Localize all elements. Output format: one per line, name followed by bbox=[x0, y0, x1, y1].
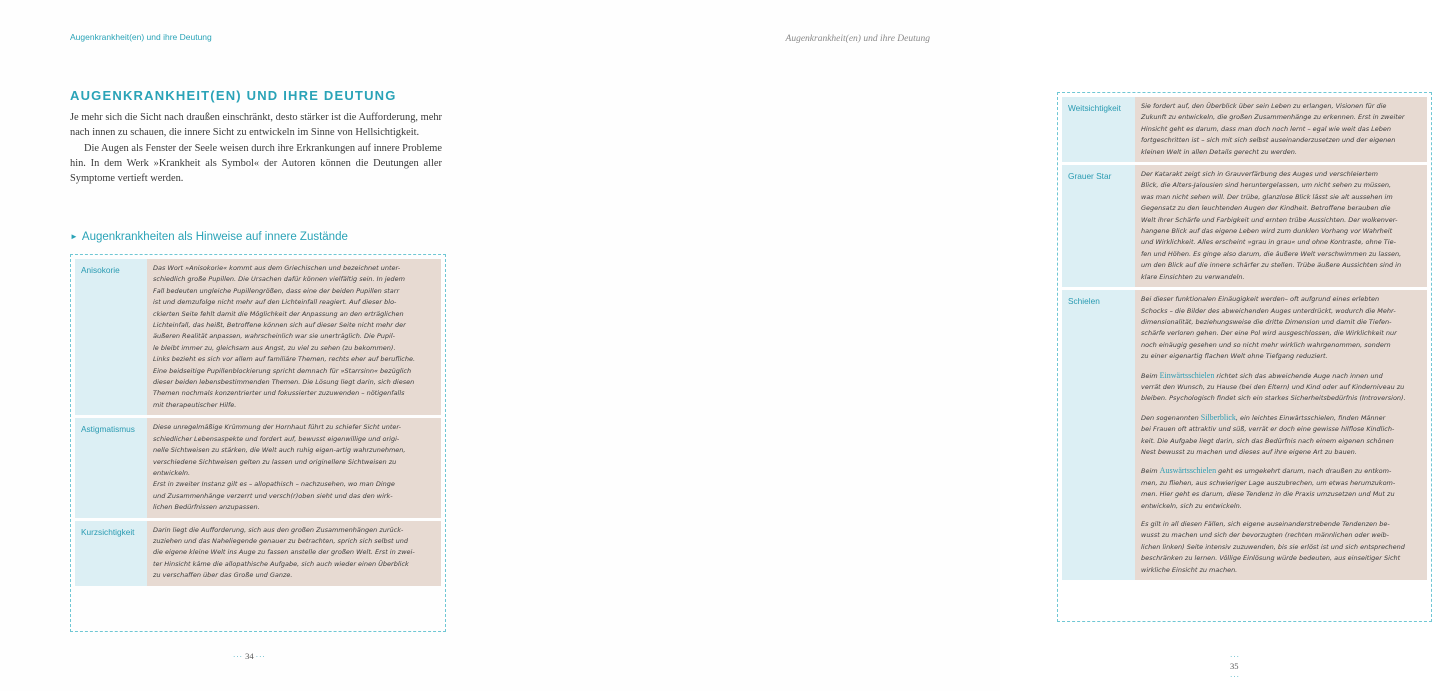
description-line: men, zu fliehen, aus schwieriger Lage auszubrechen, um etwas herumzukom- bbox=[1141, 478, 1396, 487]
description-line: Nest bewusst zu machen und dieses auf ihre eigene Art zu bauen. bbox=[1141, 447, 1357, 456]
description-line: und Zusammenhänge verzerrt und versch(r)oben sieht und das den wirk- bbox=[153, 491, 393, 500]
description-line: Es gilt in all diesen Fällen, sich eigene auseinanderstrebende Tendenzen be- bbox=[1141, 520, 1390, 528]
description-line: was man nicht sehen will. Der trübe, glanzlose Blick lässt sie alt aussehen im bbox=[1141, 192, 1393, 201]
table-row bbox=[75, 521, 441, 586]
table-row bbox=[1062, 97, 1427, 162]
page-number-value: 35 bbox=[1230, 661, 1239, 671]
table-row bbox=[1062, 290, 1427, 580]
description-line: die eigene kleine Welt ins Auge zu fassen anstelle der großen Welt. Erst in zwei- bbox=[153, 548, 415, 557]
line-prefix: Beim bbox=[1141, 467, 1160, 476]
description-line: Schocks – die Bilder des abweichenden Auges unterdrückt, wodurch die Mehr- bbox=[1141, 306, 1396, 315]
running-head: Augenkrankheit(en) und ihre Deutung bbox=[70, 32, 212, 42]
description-line: fen und Höhen. Es ginge also darum, die äußere Welt verschwimmen zu lassen, bbox=[1141, 249, 1402, 258]
description-line bbox=[1141, 412, 1419, 424]
description-line: beschränken zu lernen. Völlige Einlösung würde bedeuten, aus einseitiger Sicht bbox=[1141, 554, 1401, 563]
description-line: Bei dieser funktionalen Einäugigkeit werden– oft aufgrund eines erlebten bbox=[1141, 295, 1380, 304]
description-line: wirkliche Einsicht zu machen. bbox=[1141, 565, 1238, 574]
intro-paragraph: Die Augen als Fenster der Seele weisen durch ihre Erkrankungen auf innere Probleme hin. In dem Werk »Krankheit als Symbol« der Autoren können die Deutungen aller Symptome vertieft werden. bbox=[70, 142, 442, 185]
description-paragraph bbox=[1141, 370, 1419, 405]
description-line: hangene Blick auf das eigene Leben wird zum dunklen Vorhang vor Wahrheit bbox=[1141, 227, 1393, 236]
description-line: zu verschaffen über das Große und Ganze. bbox=[153, 571, 293, 580]
description-line: Lichteinfall, das heißt, Betroffene können sich auf dieser Seite nicht mehr der bbox=[153, 321, 406, 330]
line-prefix: Den sogenannten bbox=[1141, 413, 1201, 422]
term-astigmatismus: Astigmatismus bbox=[75, 418, 147, 517]
page-number-value: 34 bbox=[245, 651, 254, 661]
description-kurzsichtigkeit bbox=[147, 521, 441, 586]
description-paragraph bbox=[1141, 519, 1419, 576]
highlighted-term: Auswärtsschielen bbox=[1159, 466, 1217, 476]
folio-dots: ··· bbox=[233, 653, 243, 661]
description-astigmatismus bbox=[147, 418, 441, 517]
description-line: schiedlicher Lebensaspekte und fordert auf, bewusst eigenwillige und origi- bbox=[153, 434, 400, 443]
description-paragraph bbox=[1141, 101, 1419, 158]
description-line: Fall bedeuten ungleiche Pupillengrößen, dass eine der beiden Pupillen starr bbox=[153, 286, 400, 295]
description-line: ist und demzufolge nicht mehr auf den Lichteinfall reagiert. Auf dieser blo- bbox=[153, 298, 397, 307]
description-line: Eine beidseitige Pupillenblockierung spricht demnach für »Starrsinn« bezüglich bbox=[153, 366, 412, 375]
description-line: verrät den Wunsch, zu Hause (bei den Eltern) und Kind oder auf Kinderniveau zu bbox=[1141, 382, 1405, 391]
description-line: Zukunft zu entwickeln, die großen Zusammenhänge zu erkennen. Erst in zweiter bbox=[1141, 113, 1405, 122]
description-line: um den Blick auf die innere schärfer zu stellen. Trübe äußere Aussichten sind in bbox=[1141, 261, 1402, 270]
description-line: verschiedene Sichtweisen gelten zu lassen und originellere Sichtweisen zu bbox=[153, 457, 397, 466]
description-line: zuziehen und das Naheliegende genauer zu betrachten, sprich sich selbst und bbox=[153, 536, 408, 545]
line-text: , ein leichtes Einwärtsschielen, finden Männer bbox=[1235, 413, 1386, 422]
description-line: bleiben. Psychologisch findet sich ein starkes Sicherheitsbedürfnis (Introversion). bbox=[1141, 394, 1406, 403]
description-line: Erst in zweiter Instanz gilt es – allopathisch – nachzusehen, wo man Dinge bbox=[153, 480, 395, 489]
description-line: nelle Sichtweisen zu stärken, die Welt auch ruhig eigen-artig wahrzunehmen, bbox=[153, 446, 406, 455]
term-weitsichtigkeit: Weitsichtigkeit bbox=[1062, 97, 1135, 162]
description-line: und Wirklichkeit. Alles erscheint »grau in grau« und ohne Kontraste, ohne Tie- bbox=[1141, 238, 1396, 247]
right-page bbox=[500, 0, 1406, 691]
description-line: klare Einsichten zu verwandeln. bbox=[1141, 272, 1245, 281]
description-line: mit therapeutischer Hilfe. bbox=[153, 400, 237, 409]
table-row bbox=[75, 418, 441, 517]
section-heading bbox=[70, 231, 348, 243]
folio-dots: ··· bbox=[255, 653, 266, 661]
line-prefix: Beim bbox=[1141, 371, 1160, 380]
description-line: bei Frauen oft attraktiv und süß, verrät er doch eine gewisse hilflose Kindlich- bbox=[1141, 425, 1395, 434]
highlighted-term: Einwärtsschielen bbox=[1159, 370, 1215, 380]
description-line: fortgeschritten ist – sich mit sich selbst auseinanderzusetzen und der eigenen bbox=[1141, 136, 1396, 145]
term-kurzsichtigkeit: Kurzsichtigkeit bbox=[75, 521, 147, 586]
description-line: Themen nochmals konzentrierter und fokussierter zuzuwenden – nötigenfalls bbox=[153, 389, 405, 398]
description-line: schärfe verloren gehen. Der eine Pol wird ausgeschlossen, die Wirklichkeit nur bbox=[1141, 329, 1397, 338]
description-line: Links bezieht es sich vor allem auf familiäre Themen, rechts eher auf berufliche. bbox=[153, 355, 416, 364]
description-line: entwickeln, sich zu entwickeln. bbox=[1141, 501, 1242, 510]
page-number bbox=[233, 651, 266, 661]
description-line: Hinsicht geht es darum, dass man doch noch lernt – egal wie weit das Leben bbox=[1141, 124, 1392, 133]
description-line: keit. Die Aufgabe liegt darin, sich das Bedürfnis nach einem eigenen schönen bbox=[1141, 436, 1394, 445]
description-line: äußeren Realität anpassen, wahrscheinlich war sie unerträglich. Die Pupil- bbox=[153, 332, 395, 341]
intro-text bbox=[70, 110, 442, 186]
folio-dots: ··· bbox=[1230, 673, 1240, 681]
description-line: men. Hier geht es darum, diese Tendenz in die Praxis umzusetzen und Mut zu bbox=[1141, 490, 1395, 499]
description-paragraph bbox=[1141, 169, 1419, 283]
description-line: entwickeln. bbox=[153, 468, 191, 477]
term-grauer-star: Grauer Star bbox=[1062, 165, 1135, 287]
section-heading-text: Augenkrankheiten als Hinweise auf innere Zustände bbox=[81, 231, 348, 243]
line-text: geht es umgekehrt darum, nach draußen zu entkom- bbox=[1216, 467, 1392, 476]
description-line: Welt ihrer Schärfe und Farbigkeit und ernten trübe Aussichten. Der wolkenver- bbox=[1141, 215, 1398, 224]
term-schielen: Schielen bbox=[1062, 290, 1135, 580]
description-line bbox=[1141, 465, 1419, 477]
description-line: Sie fordert auf, den Überblick über sein Leben zu erlangen, Visionen für die bbox=[1141, 102, 1387, 110]
description-line bbox=[1141, 370, 1419, 382]
highlighted-term: Silberblick bbox=[1200, 412, 1236, 422]
description-line: Diese unregelmäßige Krümmung der Hornhaut führt zu schiefer Sicht unter- bbox=[153, 423, 402, 432]
description-line: kleinen Welt in allen Details gerecht zu werden. bbox=[1141, 147, 1297, 156]
line-text: richtet sich das abweichende Auge nach innen und bbox=[1214, 371, 1383, 380]
description-line: le bleibt immer zu, gleichsam aus Angst, zu viel zu sehen (zu bekommen). bbox=[153, 343, 396, 352]
description-line: Das Wort »Anisokorie« kommt aus dem Griechischen und bezeichnet unter- bbox=[153, 264, 401, 272]
description-line: dimensionalität, beziehungsweise die dritte Dimension und damit die Tiefen- bbox=[1141, 317, 1392, 326]
description-line: dieser beiden lebensbestimmenden Themen. Die Lösung liegt darin, sich diesen bbox=[153, 378, 415, 387]
description-line: Blick, die Alters-Jalousien sind heruntergelassen, um nicht sehen zu müssen, bbox=[1141, 181, 1392, 190]
table-row bbox=[1062, 165, 1427, 287]
description-schielen bbox=[1135, 290, 1427, 580]
table-row bbox=[75, 259, 441, 415]
description-paragraph bbox=[1141, 465, 1419, 512]
chapter-title: AUGENKRANKHEIT(EN) UND IHRE DEUTUNG bbox=[70, 88, 397, 103]
triangle-right-icon: ► bbox=[70, 232, 78, 241]
symptom-table-right bbox=[1057, 92, 1432, 622]
description-line: lichen Bedürfnissen anzupassen. bbox=[153, 503, 260, 512]
running-head: Augenkrankheit(en) und ihre Deutung bbox=[785, 34, 930, 44]
description-line: wusst zu machen und sich der bevorzugten (rechten männlichen oder weib- bbox=[1141, 531, 1389, 540]
term-anisokorie: Anisokorie bbox=[75, 259, 147, 415]
left-page bbox=[0, 0, 500, 691]
description-weitsichtigkeit bbox=[1135, 97, 1427, 162]
symptom-table-left bbox=[70, 254, 446, 632]
folio-dots: ··· bbox=[1230, 653, 1240, 661]
description-line: Der Katarakt zeigt sich in Grauverfärbung des Auges und verschleiertem bbox=[1141, 170, 1378, 179]
description-line: schiedlich große Pupillen. Die Ursachen dafür können vielfältig sein. In jedem bbox=[153, 275, 406, 284]
description-line: noch einäugig gesehen und so nicht mehr wirklich wahrgenommen, sondern bbox=[1141, 340, 1391, 349]
description-paragraph bbox=[1141, 412, 1419, 459]
description-line: Darin liegt die Aufforderung, sich aus den großen Zusammenhängen zurück- bbox=[153, 525, 404, 534]
description-line: ter Hinsicht käme die allopathische Aufgabe, sich auch wieder einen Überblick bbox=[153, 559, 409, 568]
page-number bbox=[1230, 651, 1240, 681]
description-line: ckierten Seite fehlt damit die Möglichkeit der Anpassung an den erträglichen bbox=[153, 309, 404, 318]
description-line: zu einer eigenartig flachen Welt ohne Tiefgang reduziert. bbox=[1141, 352, 1328, 361]
description-paragraph bbox=[1141, 294, 1419, 362]
description-grauer-star bbox=[1135, 165, 1427, 287]
description-anisokorie bbox=[147, 259, 441, 415]
description-line: Gegensatz zu den leuchtenden Augen der Kindheit. Betroffene berauben die bbox=[1141, 204, 1391, 213]
description-line: lichen linken) Seite intensiv zuzuwenden, bis sie erlöst ist und sich entsprechend bbox=[1141, 542, 1405, 551]
intro-paragraph: Je mehr sich die Sicht nach draußen einschränkt, desto stärker ist die Aufforderung, mehr nach innen zu schauen, die innere Sicht zu entwickeln im Sinne von Hellsichtigkeit. bbox=[70, 112, 442, 139]
